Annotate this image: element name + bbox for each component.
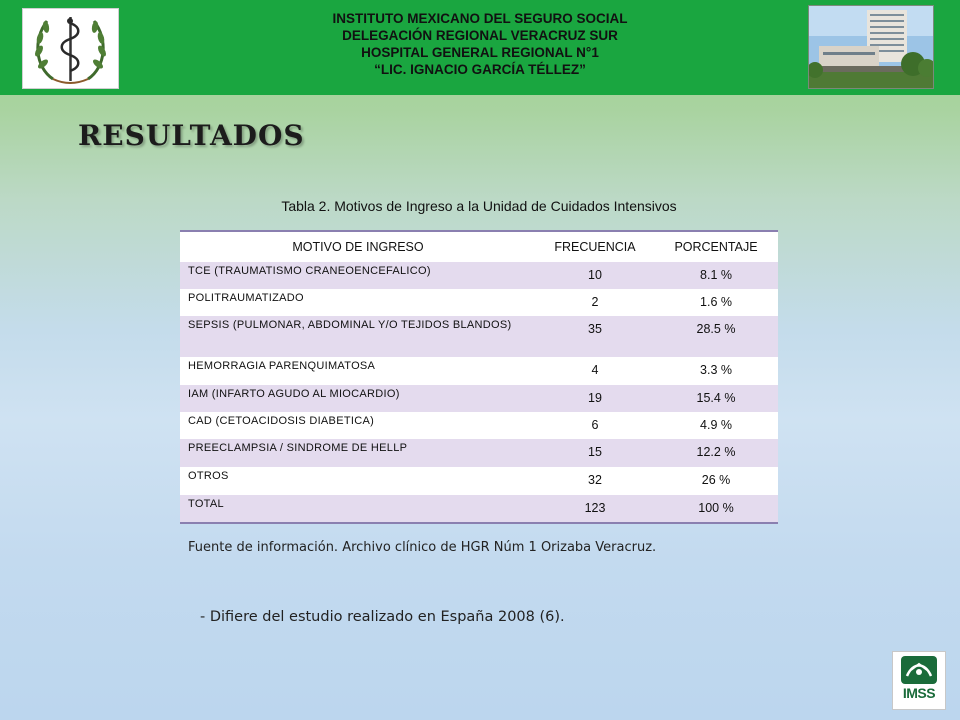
cell-porcentaje: 8.1 %: [654, 262, 778, 289]
cell-frecuencia: 2: [536, 289, 654, 316]
cell-motivo: PREECLAMPSIA / SINDROME DE HELLP: [180, 439, 536, 467]
comparison-note: - Difiere del estudio realizado en España 2008 (6).: [200, 609, 565, 625]
source-note: Fuente de información. Archivo clínico de HGR Núm 1 Orizaba Veracruz.: [188, 540, 657, 555]
cell-frecuencia: 35: [536, 316, 654, 357]
table-row: [180, 412, 778, 439]
cell-porcentaje: 3.3 %: [654, 357, 778, 385]
table-row: [180, 357, 778, 385]
table-row: [180, 262, 778, 289]
cell-frecuencia: 123: [536, 495, 654, 523]
header-line-2: DELEGACIÓN REGIONAL VERACRUZ SUR: [342, 28, 618, 43]
cell-porcentaje: 26 %: [654, 467, 778, 495]
cell-motivo: POLITRAUMATIZADO: [180, 289, 536, 316]
column-header-porcentaje: PORCENTAJE: [654, 231, 778, 262]
cell-porcentaje: 1.6 %: [654, 289, 778, 316]
table-caption: Tabla 2. Motivos de Ingreso a la Unidad de Cuidados Intensivos: [281, 198, 677, 214]
cell-motivo: HEMORRAGIA PARENQUIMATOSA: [180, 357, 536, 385]
cell-frecuencia: 4: [536, 357, 654, 385]
column-header-motivo: MOTIVO DE INGRESO: [180, 231, 536, 262]
imss-wordmark: IMSS: [902, 685, 936, 701]
header-line-4: “LIC. IGNACIO GARCÍA TÉLLEZ”: [374, 62, 586, 77]
cell-porcentaje: 12.2 %: [654, 439, 778, 467]
table-row: [180, 316, 778, 357]
caduceus-laurel-icon: [23, 9, 118, 88]
cell-porcentaje: 28.5 %: [654, 316, 778, 357]
cell-frecuencia: 6: [536, 412, 654, 439]
table-row: [180, 289, 778, 316]
eagle-emblem-icon: [893, 652, 945, 686]
institution-header: [250, 10, 710, 78]
column-header-frecuencia: FRECUENCIA: [536, 231, 654, 262]
admission-reasons-table: [180, 230, 778, 524]
cell-motivo: OTROS: [180, 467, 536, 495]
cell-frecuencia: 15: [536, 439, 654, 467]
imss-logo: [892, 651, 946, 710]
cell-frecuencia: 19: [536, 385, 654, 412]
cell-frecuencia: 32: [536, 467, 654, 495]
medical-emblem-logo: [22, 8, 119, 89]
cell-motivo: CAD (CETOACIDOSIS DIABETICA): [180, 412, 536, 439]
table-row: [180, 385, 778, 412]
table-header-row: [180, 231, 778, 262]
table-total-row: [180, 495, 778, 523]
hospital-photo: [808, 5, 934, 89]
header-line-1: INSTITUTO MEXICANO DEL SEGURO SOCIAL: [332, 11, 628, 26]
header-bar: [0, 0, 960, 95]
cell-porcentaje: 100 %: [654, 495, 778, 523]
cell-frecuencia: 10: [536, 262, 654, 289]
cell-porcentaje: 15.4 %: [654, 385, 778, 412]
cell-motivo: SEPSIS (PULMONAR, ABDOMINAL Y/O TEJIDOS BLANDOS): [180, 316, 536, 357]
cell-motivo: IAM (INFARTO AGUDO AL MIOCARDIO): [180, 385, 536, 412]
cell-motivo: TOTAL: [180, 495, 536, 523]
cell-porcentaje: 4.9 %: [654, 412, 778, 439]
header-line-3: HOSPITAL GENERAL REGIONAL N°1: [361, 45, 599, 60]
table-row: [180, 439, 778, 467]
page-title: resultados: [78, 108, 305, 155]
table-row: [180, 467, 778, 495]
cell-motivo: TCE (TRAUMATISMO CRANEOENCEFALICO): [180, 262, 536, 289]
